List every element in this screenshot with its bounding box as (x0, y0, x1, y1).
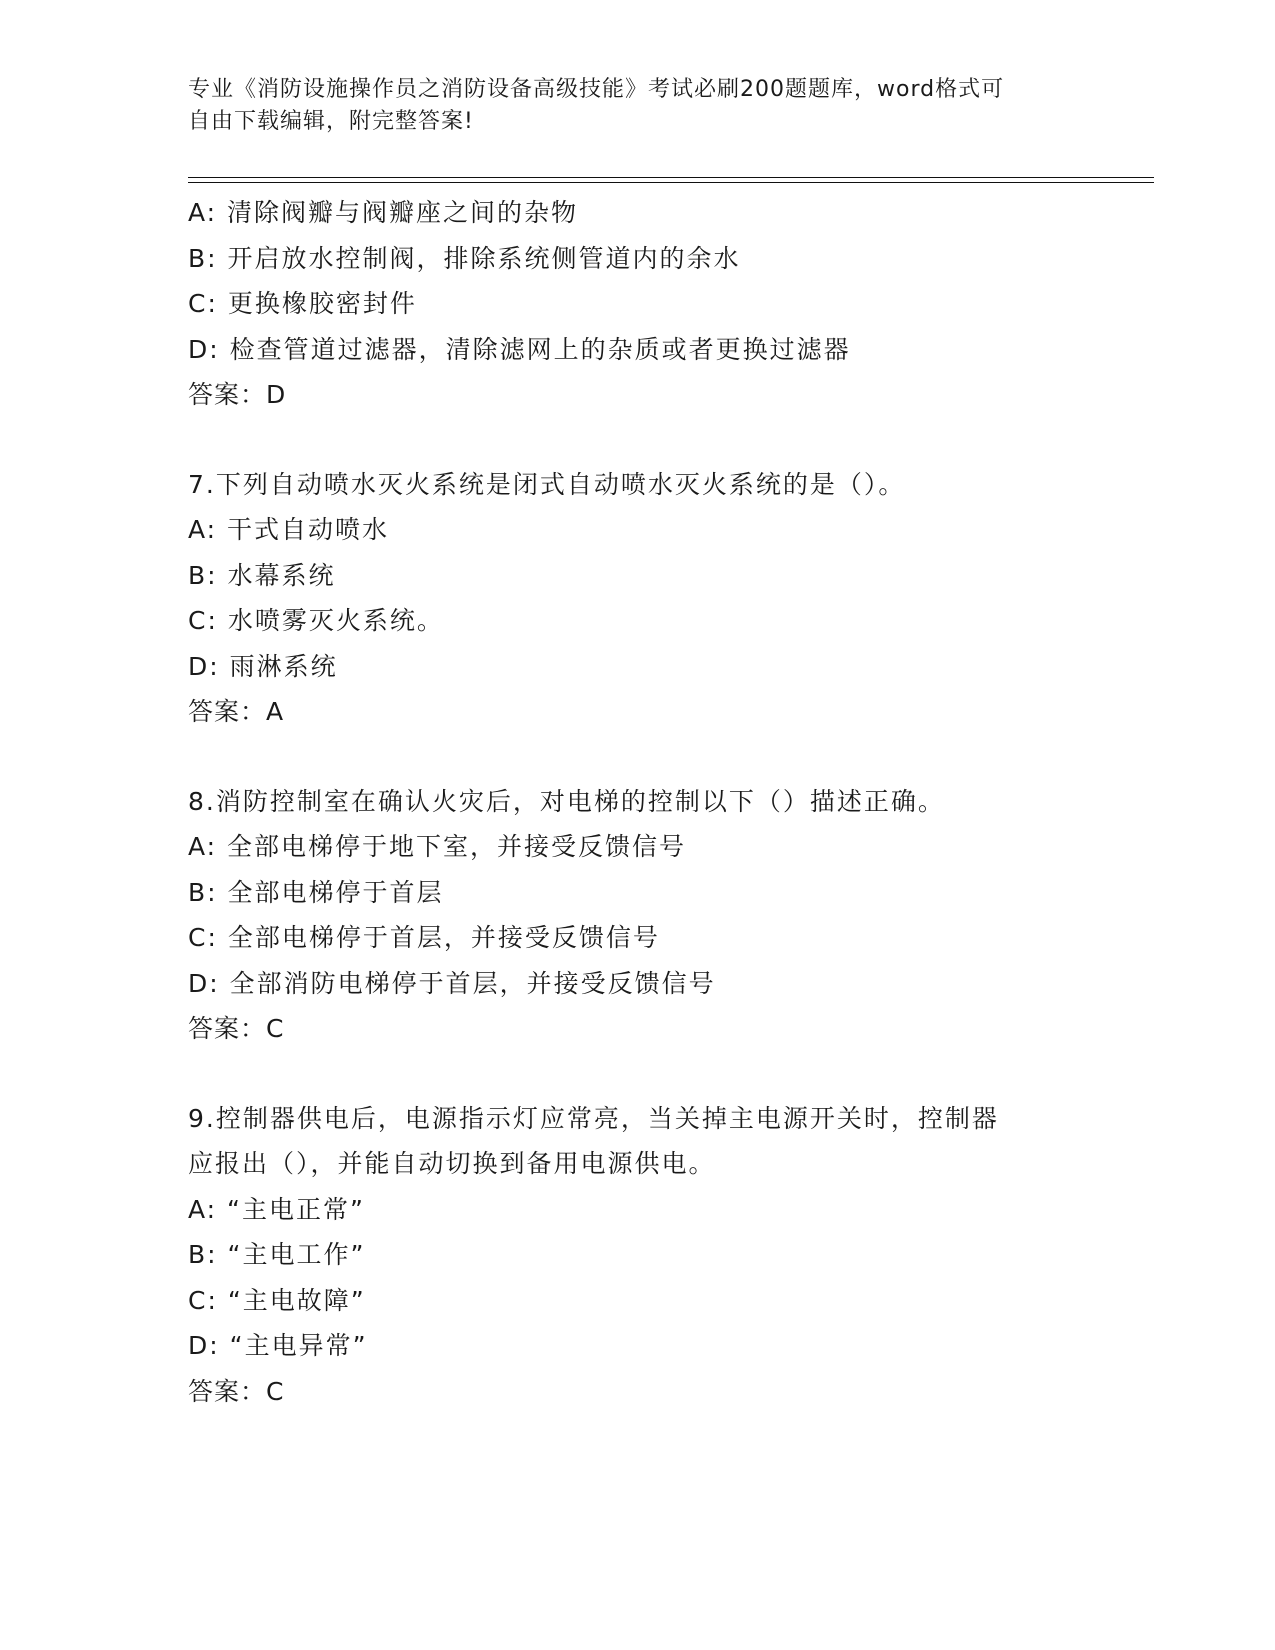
document-header (188, 74, 1068, 138)
answer: 答案：C (188, 1376, 285, 1406)
question-8 (188, 779, 1148, 1052)
question-stem: 7.下列自动喷水灭火系统是闭式自动喷水灭火系统的是（）。 (188, 469, 906, 499)
option-d: D: 雨淋系统 (188, 651, 338, 681)
question-9 (188, 1096, 1148, 1415)
option-c: C: 全部电梯停于首层，并接受反馈信号 (188, 923, 660, 952)
spacer (188, 1052, 1148, 1096)
option-b: B: “主电工作” (188, 1240, 366, 1269)
option-a: A: 干式自动喷水 (188, 515, 390, 544)
option-b: B: 全部电梯停于首层 (188, 877, 444, 907)
option-b: B: 开启放水控制阀，排除系统侧管道内的余水 (188, 243, 741, 273)
answer: 答案：A (188, 697, 285, 726)
option-c: C: “主电故障” (188, 1285, 366, 1315)
option-a: A: 全部电梯停于地下室，并接受反馈信号 (188, 832, 687, 861)
header-line-1: 专业《消防设施操作员之消防设备高级技能》考试必刷200题题库，word格式可 (188, 77, 1005, 102)
option-a: A: 清除阀瓣与阀瓣座之间的杂物 (188, 198, 579, 227)
answer: 答案：D (188, 380, 287, 409)
question-list (188, 190, 1148, 1414)
option-c: C: 更换橡胶密封件 (188, 289, 417, 318)
question-7 (188, 462, 1148, 735)
option-d: D: “主电异常” (188, 1331, 368, 1360)
option-b: B: 水幕系统 (188, 560, 336, 590)
question-stem: 8.消防控制室在确认火灾后，对电梯的控制以下（）描述正确。 (188, 786, 945, 816)
header-line-2: 自由下载编辑，附完整答案! (188, 109, 474, 134)
option-a: A: “主电正常” (188, 1194, 365, 1224)
answer: 答案：C (188, 1014, 285, 1043)
question-6 (188, 190, 1148, 418)
spacer (188, 418, 1148, 462)
option-d: D: 检查管道过滤器，清除滤网上的杂质或者更换过滤器 (188, 334, 851, 364)
question-stem-line-2: 应报出（），并能自动切换到备用电源供电。 (188, 1149, 716, 1178)
header-divider-top (188, 177, 1154, 178)
option-c: C: 水喷雾灭火系统。 (188, 606, 444, 635)
header-divider-bottom (188, 182, 1154, 183)
question-stem-line-1: 9.控制器供电后，电源指示灯应常亮，当关掉主电源开关时，控制器 (188, 1103, 999, 1133)
spacer (188, 735, 1148, 779)
option-d: D: 全部消防电梯停于首层，并接受反馈信号 (188, 968, 716, 998)
